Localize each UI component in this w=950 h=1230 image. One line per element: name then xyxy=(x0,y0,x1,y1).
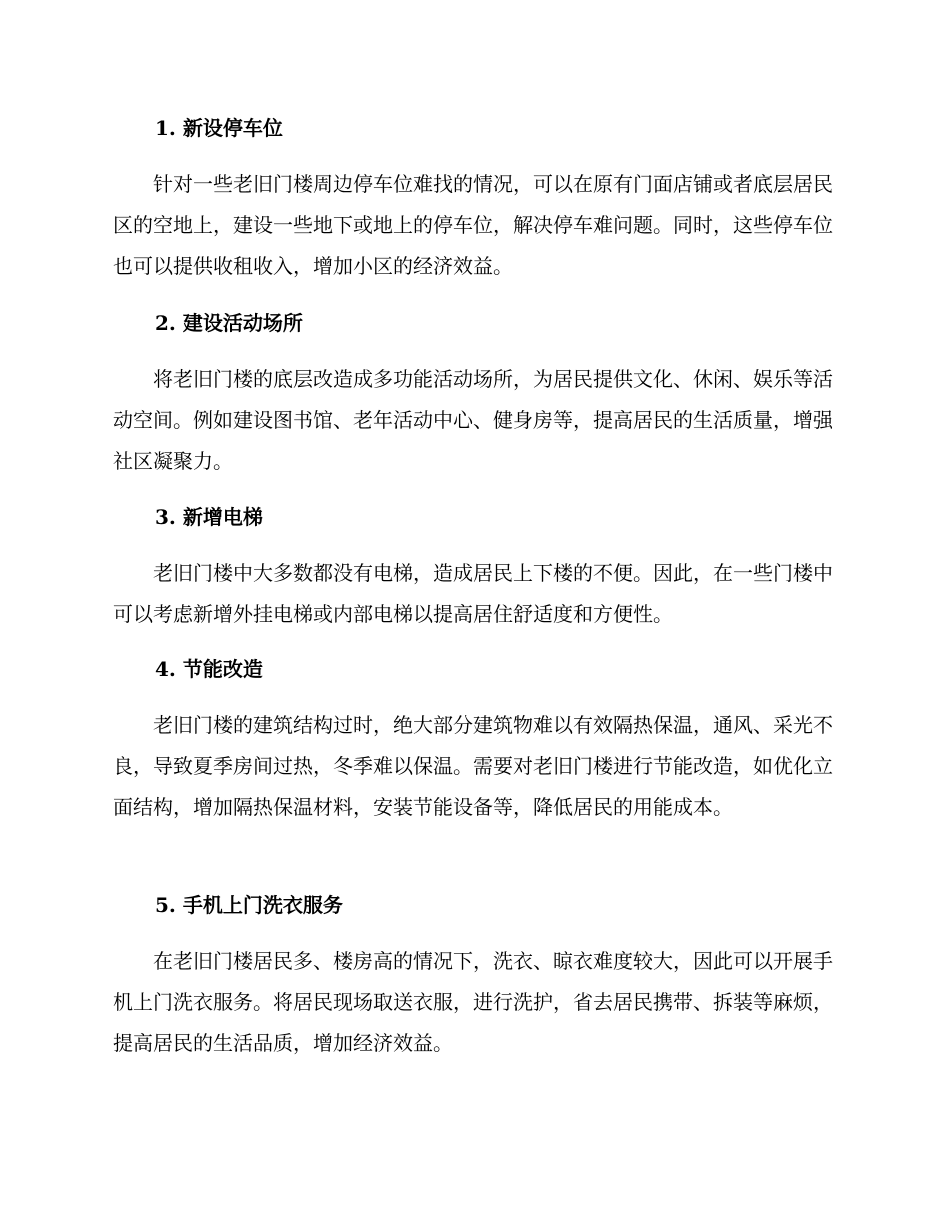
section-heading-text: 4. 节能改造 xyxy=(155,657,263,681)
section-3 xyxy=(113,503,833,635)
section-heading xyxy=(113,655,833,683)
section-heading xyxy=(113,309,833,337)
section-body: 将老旧门楼的底层改造成多功能活动场所，为居民提供文化、休闲、娱乐等活动空间。例如建设图书馆、老年活动中心、健身房等，提高居民的生活质量，增强社区凝聚力。 xyxy=(113,367,833,473)
section-body: 老旧门楼中大多数都没有电梯，造成居民上下楼的不便。因此，在一些门楼中可以考虑新增外挂电梯或内部电梯以提高居住舒适度和方便性。 xyxy=(113,561,833,626)
section-4 xyxy=(113,655,833,828)
section-body: 在老旧门楼居民多、楼房高的情况下，洗衣、晾衣难度较大，因此可以开展手机上门洗衣服务。将居民现场取送衣服，进行洗护，省去居民携带、拆装等麻烦，提高居民的生活品质，增加经济效益。 xyxy=(113,949,833,1055)
section-body: 针对一些老旧门楼周边停车位难找的情况，可以在原有门面店铺或者底层居民区的空地上，建设一些地下或地上的停车位，解决停车难问题。同时，这些停车位也可以提供收租收入，增加小区的经济效益。 xyxy=(113,172,833,278)
section-heading-text: 2. 建设活动场所 xyxy=(155,311,303,335)
section-heading xyxy=(113,114,833,142)
section-2 xyxy=(113,309,833,482)
section-heading xyxy=(113,503,833,531)
section-heading-text: 5. 手机上门洗衣服务 xyxy=(155,893,343,917)
section-heading-text: 1. 新设停车位 xyxy=(155,116,283,140)
section-1 xyxy=(113,114,833,287)
section-body: 老旧门楼的建筑结构过时，绝大部分建筑物难以有效隔热保温，通风、采光不良，导致夏季房间过热，冬季难以保温。需要对老旧门楼进行节能改造，如优化立面结构，增加隔热保温材料，安装节能设备等，降低居民的用能成本。 xyxy=(113,713,833,819)
section-heading-text: 3. 新增电梯 xyxy=(155,505,263,529)
section-5 xyxy=(113,891,833,1064)
section-heading xyxy=(113,891,833,919)
